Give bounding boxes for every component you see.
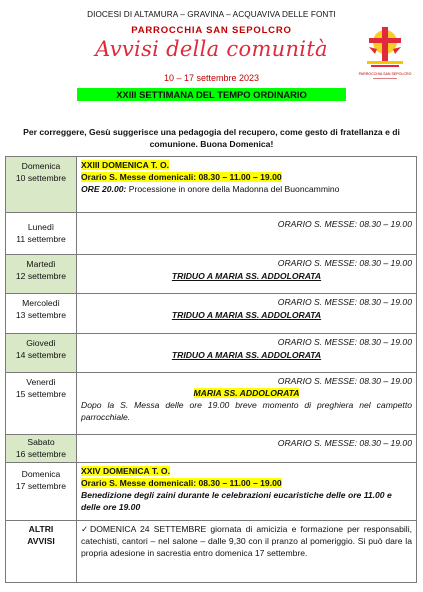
schedule-row-monday <box>6 213 417 255</box>
event-note: Benedizione degli zaini durante le celebrazioni eucaristiche delle ore 11.00 e delle ore 19.00 <box>81 490 392 512</box>
day-cell <box>6 435 77 463</box>
event-title: TRIDUO A MARIA SS. ADDOLORATA <box>171 310 322 320</box>
mass-times: ORARIO S. MESSE: 08.30 – 19.00 <box>277 258 412 268</box>
day-date: 10 settembre <box>15 173 67 183</box>
other-label-line1: ALTRI <box>28 524 54 534</box>
diocese-name: DIOCESI DI ALTAMURA – GRAVINA – ACQUAVIVA DELLE FONTI <box>87 10 336 19</box>
sunday-mass-times: Orario S. Messe domenicali: 08.30 – 11.00 – 19.00 <box>81 172 282 182</box>
day-cell <box>6 373 77 435</box>
sunday-title: XXIV DOMENICA T. O. <box>81 466 170 476</box>
other-notices-label <box>6 521 77 583</box>
parish-name: PARROCCHIA SAN SEPOLCRO <box>131 25 292 36</box>
event-title: TRIDUO A MARIA SS. ADDOLORATA <box>171 350 322 360</box>
day-content <box>77 213 417 255</box>
day-date: 14 settembre <box>15 350 67 360</box>
day-name: Domenica <box>21 161 61 171</box>
schedule-row-other-notices <box>6 521 417 583</box>
sunday-mass-times: Orario S. Messe domenicali: 08.30 – 11.00 – 19.00 <box>81 478 282 488</box>
day-content <box>77 373 417 435</box>
day-cell <box>6 334 77 373</box>
day-name: Mercoledì <box>22 298 60 308</box>
day-date: 13 settembre <box>15 310 67 320</box>
event-time: ORE 20.00: <box>81 184 127 194</box>
day-cell <box>6 463 77 521</box>
day-content <box>77 294 417 334</box>
checkmark-icon: ✓ <box>81 524 89 534</box>
day-name: Domenica <box>21 469 61 479</box>
day-date: 11 settembre <box>16 234 66 244</box>
day-content <box>77 157 417 213</box>
event-title: MARIA SS. ADDOLORATA <box>193 388 300 398</box>
day-name: Lunedì <box>27 222 55 232</box>
event-title: TRIDUO A MARIA SS. ADDOLORATA <box>171 271 322 281</box>
other-notice-text: DOMENICA 24 SETTEMBRE giornata di amicizia e formazione per responsabili, catechisti, cantori – nel salone – dalle 9,30 con il pranzo al pomeriggio. Si può dare la propria adesione in sacrestia entro domenica 17 settembre. <box>81 524 412 558</box>
day-content <box>77 255 417 294</box>
day-date: 12 settembre <box>15 271 67 281</box>
day-content <box>77 435 417 463</box>
schedule-row-friday <box>6 373 417 435</box>
day-cell <box>6 213 77 255</box>
mass-times: ORARIO S. MESSE: 08.30 – 19.00 <box>277 337 412 347</box>
other-label-line2: AVVISI <box>27 536 55 546</box>
weekly-schedule-table <box>5 156 417 583</box>
mass-times: ORARIO S. MESSE: 08.30 – 19.00 <box>277 438 412 448</box>
page-title: Avvisi della comunità <box>95 37 328 61</box>
day-date: 15 settembre <box>15 389 67 399</box>
schedule-row-tuesday <box>6 255 417 294</box>
other-notices-content <box>77 521 417 583</box>
day-name: Giovedì <box>26 338 56 348</box>
day-date: 17 settembre <box>15 481 67 491</box>
event-description: Processione in onore della Madonna del Buoncammino <box>126 184 340 194</box>
liturgical-week-banner: XXIII SETTIMANA DEL TEMPO ORDINARIO <box>77 88 346 101</box>
day-cell <box>6 255 77 294</box>
intro-message: Per correggere, Gesù suggerisce una pedagogia del recupero, come gesto di fratellanza e di comunione. Buona Domenica! <box>23 127 400 149</box>
day-cell <box>6 294 77 334</box>
day-date: 16 settembre <box>15 449 67 459</box>
day-content <box>77 334 417 373</box>
parish-logo <box>358 24 412 84</box>
date-range: 10 – 17 settembre 2023 <box>163 73 260 83</box>
day-cell <box>6 157 77 213</box>
mass-times: ORARIO S. MESSE: 08.30 – 19.00 <box>277 376 412 386</box>
schedule-row-sunday-17 <box>6 463 417 521</box>
sunday-title: XXIII DOMENICA T. O. <box>81 160 170 170</box>
event-note: Dopo la S. Messa delle ore 19.00 breve momento di preghiera nel campetto parrocchiale. <box>81 400 412 422</box>
logo-caption: PARROCCHIA SAN SEPOLCRO <box>358 72 412 76</box>
day-content <box>77 463 417 521</box>
mass-times: ORARIO S. MESSE: 08.30 – 19.00 <box>277 297 412 307</box>
schedule-row-thursday <box>6 334 417 373</box>
schedule-row-saturday <box>6 435 417 463</box>
schedule-row-wednesday <box>6 294 417 334</box>
cross-logo-icon <box>358 24 412 84</box>
day-name: Sabato <box>27 437 55 447</box>
day-name: Martedì <box>26 259 56 269</box>
day-name: Venerdì <box>26 377 56 387</box>
schedule-row-sunday-10 <box>6 157 417 213</box>
mass-times: ORARIO S. MESSE: 08.30 – 19.00 <box>277 219 412 229</box>
